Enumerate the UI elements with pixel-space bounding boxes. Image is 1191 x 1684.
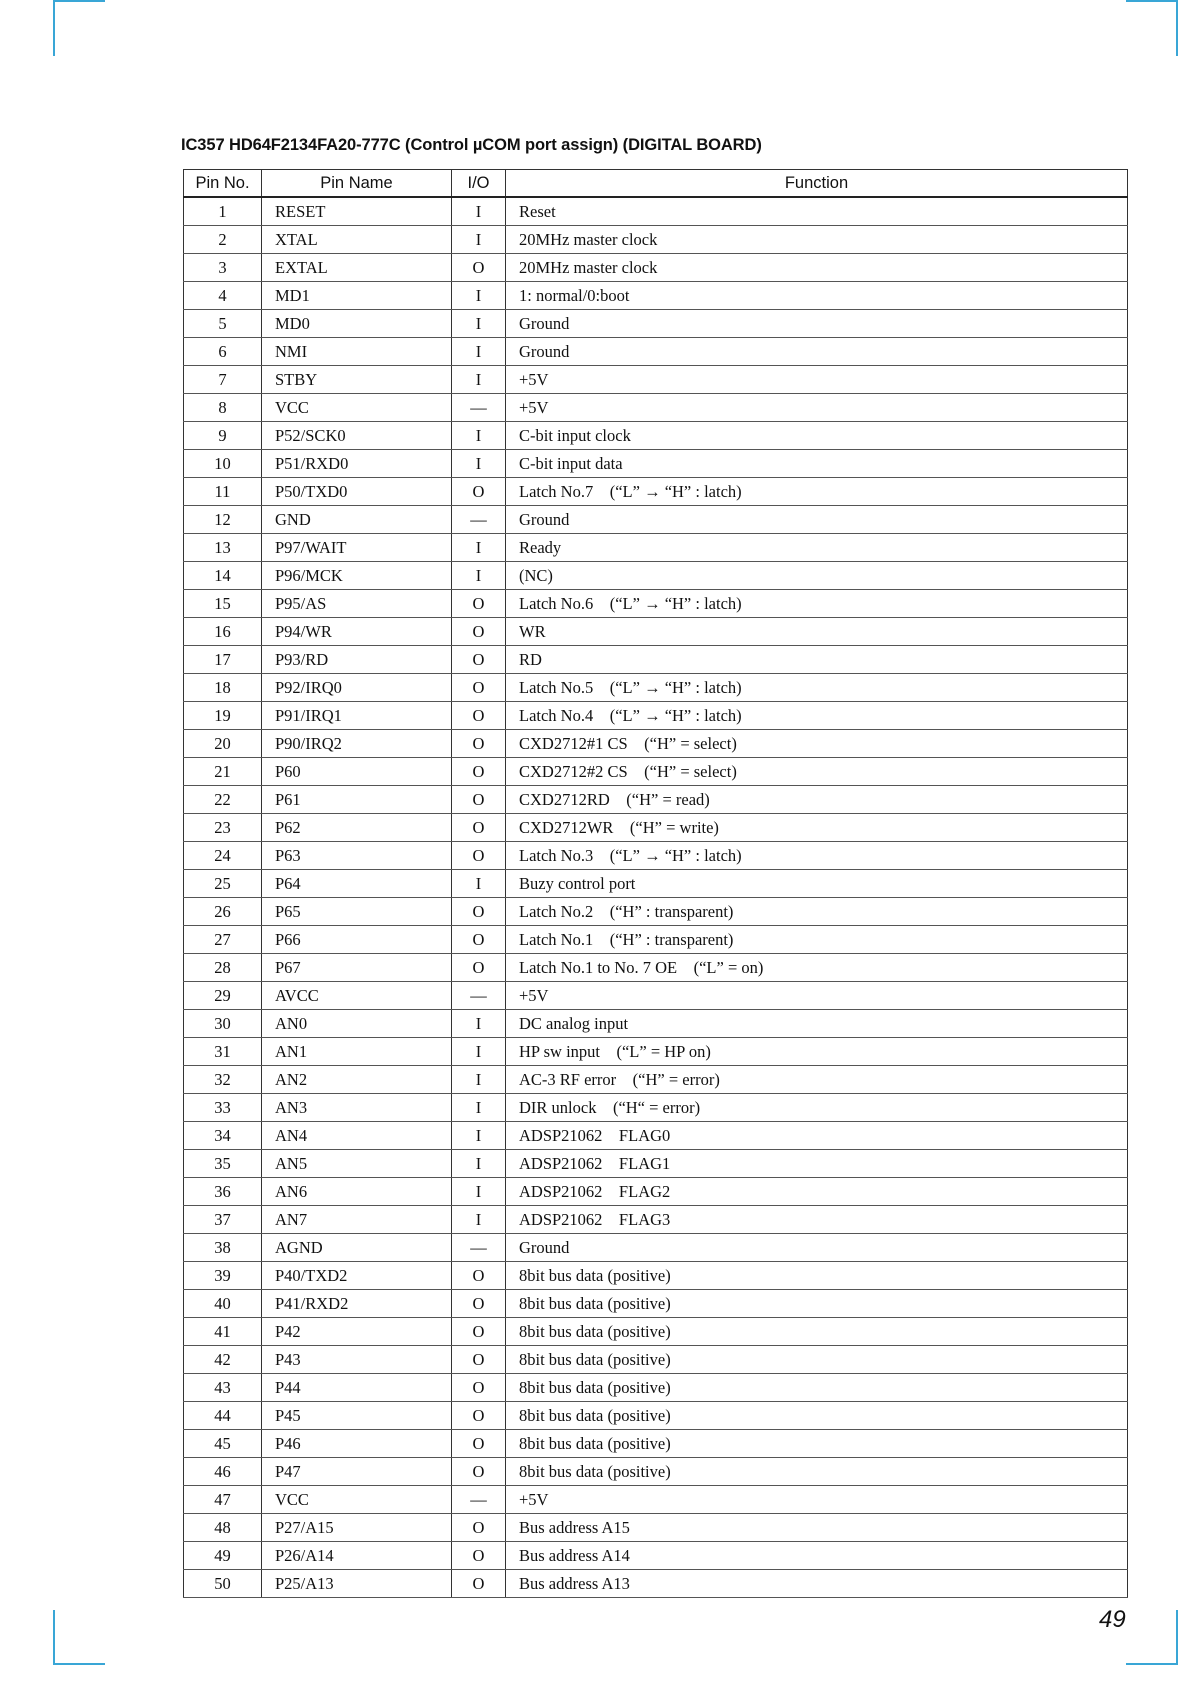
- cell-io: O: [452, 646, 506, 674]
- cell-function: C-bit input clock: [506, 422, 1128, 450]
- cell-pin-no: 11: [184, 478, 262, 506]
- cell-function: 8bit bus data (positive): [506, 1346, 1128, 1374]
- cell-function: +5V: [506, 1486, 1128, 1514]
- cell-pin-no: 13: [184, 534, 262, 562]
- cell-function: CXD2712#1 CS (“H” = select): [506, 730, 1128, 758]
- table-row: [184, 1262, 1128, 1290]
- cell-io: —: [452, 1234, 506, 1262]
- cell-io: I: [452, 534, 506, 562]
- cell-pin-no: 35: [184, 1150, 262, 1178]
- table-row: [184, 814, 1128, 842]
- cell-pin-no: 38: [184, 1234, 262, 1262]
- crop-mark-top-left-h: [53, 0, 105, 2]
- cell-function: DIR unlock (“H“ = error): [506, 1094, 1128, 1122]
- cell-pin-no: 45: [184, 1430, 262, 1458]
- cell-pin-name: P44: [262, 1374, 452, 1402]
- cell-io: O: [452, 1346, 506, 1374]
- cell-pin-name: P66: [262, 926, 452, 954]
- header-io: I/O: [452, 170, 506, 198]
- cell-function: 8bit bus data (positive): [506, 1402, 1128, 1430]
- table-row: [184, 1178, 1128, 1206]
- cell-io: O: [452, 674, 506, 702]
- table-row: [184, 1570, 1128, 1598]
- cell-pin-no: 2: [184, 226, 262, 254]
- cell-pin-name: P26/A14: [262, 1542, 452, 1570]
- cell-pin-name: P97/WAIT: [262, 534, 452, 562]
- cell-io: O: [452, 1542, 506, 1570]
- cell-io: O: [452, 590, 506, 618]
- cell-function: Bus address A15: [506, 1514, 1128, 1542]
- cell-io: I: [452, 1206, 506, 1234]
- table-row: [184, 1486, 1128, 1514]
- cell-pin-name: P25/A13: [262, 1570, 452, 1598]
- table-header-row: [184, 170, 1128, 198]
- cell-function: ADSP21062 FLAG0: [506, 1122, 1128, 1150]
- cell-io: I: [452, 1150, 506, 1178]
- pin-assignment-table: [183, 169, 1128, 1598]
- table-row: [184, 702, 1128, 730]
- cell-function: ADSP21062 FLAG3: [506, 1206, 1128, 1234]
- cell-pin-no: 23: [184, 814, 262, 842]
- crop-mark-bottom-left-h: [53, 1663, 105, 1665]
- cell-pin-no: 33: [184, 1094, 262, 1122]
- cell-pin-name: P63: [262, 842, 452, 870]
- cell-pin-no: 3: [184, 254, 262, 282]
- cell-pin-name: P43: [262, 1346, 452, 1374]
- cell-io: I: [452, 366, 506, 394]
- crop-mark-bottom-right-v: [1176, 1610, 1178, 1665]
- cell-io: O: [452, 618, 506, 646]
- cell-pin-name: GND: [262, 506, 452, 534]
- table-row: [184, 1318, 1128, 1346]
- table-row: [184, 1094, 1128, 1122]
- table-row: [184, 1234, 1128, 1262]
- table-row: [184, 1374, 1128, 1402]
- cell-function: Ground: [506, 310, 1128, 338]
- cell-pin-name: STBY: [262, 366, 452, 394]
- cell-pin-name: VCC: [262, 1486, 452, 1514]
- cell-pin-no: 46: [184, 1458, 262, 1486]
- table-row: [184, 366, 1128, 394]
- cell-io: I: [452, 282, 506, 310]
- cell-pin-name: EXTAL: [262, 254, 452, 282]
- cell-pin-name: XTAL: [262, 226, 452, 254]
- cell-function: Latch No.6 (“L” → “H” : latch): [506, 590, 1128, 618]
- cell-function: AC-3 RF error (“H” = error): [506, 1066, 1128, 1094]
- table-row: [184, 926, 1128, 954]
- table-row: [184, 197, 1128, 226]
- cell-function: C-bit input data: [506, 450, 1128, 478]
- cell-pin-no: 12: [184, 506, 262, 534]
- cell-pin-no: 4: [184, 282, 262, 310]
- cell-io: I: [452, 870, 506, 898]
- table-row: [184, 338, 1128, 366]
- table-row: [184, 870, 1128, 898]
- cell-pin-name: P90/IRQ2: [262, 730, 452, 758]
- cell-io: O: [452, 254, 506, 282]
- cell-function: Latch No.3 (“L” → “H” : latch): [506, 842, 1128, 870]
- cell-function: Reset: [506, 197, 1128, 226]
- cell-pin-name: VCC: [262, 394, 452, 422]
- table-row: [184, 1430, 1128, 1458]
- cell-function: RD: [506, 646, 1128, 674]
- cell-function: Ground: [506, 338, 1128, 366]
- table-row: [184, 1038, 1128, 1066]
- cell-pin-name: P62: [262, 814, 452, 842]
- table-row: [184, 618, 1128, 646]
- cell-function: (NC): [506, 562, 1128, 590]
- cell-io: O: [452, 814, 506, 842]
- table-row: [184, 1122, 1128, 1150]
- page-number: 49: [1099, 1606, 1126, 1633]
- cell-pin-no: 26: [184, 898, 262, 926]
- cell-pin-name: P93/RD: [262, 646, 452, 674]
- cell-function: 1: normal/0:boot: [506, 282, 1128, 310]
- cell-function: DC analog input: [506, 1010, 1128, 1038]
- cell-pin-name: P65: [262, 898, 452, 926]
- table-row: [184, 1010, 1128, 1038]
- cell-pin-name: P50/TXD0: [262, 478, 452, 506]
- table-row: [184, 562, 1128, 590]
- cell-pin-name: AN2: [262, 1066, 452, 1094]
- cell-pin-no: 9: [184, 422, 262, 450]
- cell-io: I: [452, 562, 506, 590]
- cell-pin-no: 20: [184, 730, 262, 758]
- cell-pin-name: AN5: [262, 1150, 452, 1178]
- page-title: IC357 HD64F2134FA20-777C (Control µCOM port assign) (DIGITAL BOARD): [181, 136, 762, 154]
- cell-pin-name: P52/SCK0: [262, 422, 452, 450]
- cell-io: O: [452, 478, 506, 506]
- table-row: [184, 842, 1128, 870]
- cell-io: O: [452, 1374, 506, 1402]
- cell-pin-no: 14: [184, 562, 262, 590]
- table-row: [184, 394, 1128, 422]
- cell-pin-no: 18: [184, 674, 262, 702]
- cell-pin-name: P61: [262, 786, 452, 814]
- cell-pin-no: 1: [184, 197, 262, 226]
- cell-function: HP sw input (“L” = HP on): [506, 1038, 1128, 1066]
- cell-pin-no: 44: [184, 1402, 262, 1430]
- cell-function: +5V: [506, 982, 1128, 1010]
- cell-pin-no: 28: [184, 954, 262, 982]
- cell-io: I: [452, 422, 506, 450]
- cell-pin-name: MD0: [262, 310, 452, 338]
- cell-function: 20MHz master clock: [506, 254, 1128, 282]
- cell-pin-name: P91/IRQ1: [262, 702, 452, 730]
- table-row: [184, 1402, 1128, 1430]
- cell-function: Ready: [506, 534, 1128, 562]
- table-row: [184, 506, 1128, 534]
- cell-function: CXD2712WR (“H” = write): [506, 814, 1128, 842]
- cell-pin-no: 8: [184, 394, 262, 422]
- table-row: [184, 730, 1128, 758]
- table-row: [184, 646, 1128, 674]
- cell-pin-name: MD1: [262, 282, 452, 310]
- cell-pin-name: AVCC: [262, 982, 452, 1010]
- cell-pin-no: 32: [184, 1066, 262, 1094]
- cell-io: O: [452, 702, 506, 730]
- cell-pin-no: 19: [184, 702, 262, 730]
- cell-pin-no: 39: [184, 1262, 262, 1290]
- cell-pin-name: NMI: [262, 338, 452, 366]
- cell-function: ADSP21062 FLAG1: [506, 1150, 1128, 1178]
- cell-io: O: [452, 1290, 506, 1318]
- cell-function: 8bit bus data (positive): [506, 1262, 1128, 1290]
- cell-pin-name: P41/RXD2: [262, 1290, 452, 1318]
- table-row: [184, 758, 1128, 786]
- table-row: [184, 226, 1128, 254]
- cell-pin-name: P92/IRQ0: [262, 674, 452, 702]
- cell-io: I: [452, 1122, 506, 1150]
- cell-pin-name: AN7: [262, 1206, 452, 1234]
- table-row: [184, 898, 1128, 926]
- table-row: [184, 282, 1128, 310]
- cell-io: O: [452, 1570, 506, 1598]
- cell-io: O: [452, 954, 506, 982]
- header-function: Function: [506, 170, 1128, 198]
- cell-pin-no: 47: [184, 1486, 262, 1514]
- cell-function: Latch No.7 (“L” → “H” : latch): [506, 478, 1128, 506]
- table-row: [184, 450, 1128, 478]
- table-row: [184, 422, 1128, 450]
- cell-pin-no: 48: [184, 1514, 262, 1542]
- table-row: [184, 590, 1128, 618]
- cell-pin-no: 22: [184, 786, 262, 814]
- cell-io: O: [452, 926, 506, 954]
- cell-io: I: [452, 1010, 506, 1038]
- cell-io: O: [452, 786, 506, 814]
- cell-function: ADSP21062 FLAG2: [506, 1178, 1128, 1206]
- cell-function: Bus address A13: [506, 1570, 1128, 1598]
- cell-pin-no: 5: [184, 310, 262, 338]
- cell-io: O: [452, 730, 506, 758]
- cell-io: O: [452, 898, 506, 926]
- cell-pin-no: 50: [184, 1570, 262, 1598]
- cell-io: I: [452, 1066, 506, 1094]
- cell-io: O: [452, 1458, 506, 1486]
- cell-function: 8bit bus data (positive): [506, 1458, 1128, 1486]
- cell-pin-no: 15: [184, 590, 262, 618]
- table-row: [184, 954, 1128, 982]
- cell-function: 8bit bus data (positive): [506, 1318, 1128, 1346]
- cell-pin-name: P94/WR: [262, 618, 452, 646]
- cell-pin-no: 49: [184, 1542, 262, 1570]
- cell-io: —: [452, 394, 506, 422]
- cell-io: O: [452, 1262, 506, 1290]
- cell-pin-no: 10: [184, 450, 262, 478]
- table-row: [184, 1514, 1128, 1542]
- cell-pin-name: P95/AS: [262, 590, 452, 618]
- cell-pin-name: P45: [262, 1402, 452, 1430]
- header-pin-no: Pin No.: [184, 170, 262, 198]
- cell-pin-no: 40: [184, 1290, 262, 1318]
- cell-function: Latch No.2 (“H” : transparent): [506, 898, 1128, 926]
- table-row: [184, 1346, 1128, 1374]
- table-row: [184, 534, 1128, 562]
- cell-pin-no: 21: [184, 758, 262, 786]
- cell-function: Latch No.1 (“H” : transparent): [506, 926, 1128, 954]
- cell-io: I: [452, 1038, 506, 1066]
- cell-pin-name: P42: [262, 1318, 452, 1346]
- cell-io: O: [452, 1514, 506, 1542]
- cell-io: O: [452, 1430, 506, 1458]
- cell-pin-name: P46: [262, 1430, 452, 1458]
- table-row: [184, 478, 1128, 506]
- cell-pin-name: AN1: [262, 1038, 452, 1066]
- cell-pin-no: 7: [184, 366, 262, 394]
- cell-pin-name: P96/MCK: [262, 562, 452, 590]
- cell-pin-no: 6: [184, 338, 262, 366]
- cell-function: Ground: [506, 506, 1128, 534]
- cell-function: Ground: [506, 1234, 1128, 1262]
- table-row: [184, 310, 1128, 338]
- table-row: [184, 1290, 1128, 1318]
- cell-pin-name: AN0: [262, 1010, 452, 1038]
- cell-function: Buzy control port: [506, 870, 1128, 898]
- cell-pin-name: P51/RXD0: [262, 450, 452, 478]
- cell-io: I: [452, 226, 506, 254]
- cell-pin-name: P60: [262, 758, 452, 786]
- cell-pin-no: 25: [184, 870, 262, 898]
- cell-pin-name: P40/TXD2: [262, 1262, 452, 1290]
- cell-function: CXD2712RD (“H” = read): [506, 786, 1128, 814]
- table-row: [184, 982, 1128, 1010]
- crop-mark-bottom-right-h: [1126, 1663, 1178, 1665]
- cell-pin-no: 16: [184, 618, 262, 646]
- table-row: [184, 1150, 1128, 1178]
- table-row: [184, 1542, 1128, 1570]
- cell-pin-name: AN3: [262, 1094, 452, 1122]
- cell-function: Bus address A14: [506, 1542, 1128, 1570]
- cell-io: —: [452, 506, 506, 534]
- crop-mark-top-left-v: [53, 0, 55, 56]
- cell-io: O: [452, 1402, 506, 1430]
- cell-io: O: [452, 842, 506, 870]
- crop-mark-top-right-v: [1176, 0, 1178, 56]
- cell-pin-name: P27/A15: [262, 1514, 452, 1542]
- table-row: [184, 254, 1128, 282]
- cell-pin-no: 37: [184, 1206, 262, 1234]
- cell-pin-name: RESET: [262, 197, 452, 226]
- cell-function: Latch No.1 to No. 7 OE (“L” = on): [506, 954, 1128, 982]
- cell-pin-no: 29: [184, 982, 262, 1010]
- cell-io: —: [452, 982, 506, 1010]
- cell-pin-name: AGND: [262, 1234, 452, 1262]
- cell-io: O: [452, 758, 506, 786]
- table-row: [184, 1458, 1128, 1486]
- cell-function: WR: [506, 618, 1128, 646]
- cell-function: 8bit bus data (positive): [506, 1290, 1128, 1318]
- header-pin-name: Pin Name: [262, 170, 452, 198]
- cell-pin-no: 36: [184, 1178, 262, 1206]
- cell-io: I: [452, 197, 506, 226]
- cell-function: Latch No.4 (“L” → “H” : latch): [506, 702, 1128, 730]
- cell-pin-no: 24: [184, 842, 262, 870]
- crop-mark-bottom-left-v: [53, 1610, 55, 1665]
- cell-function: +5V: [506, 366, 1128, 394]
- cell-pin-no: 30: [184, 1010, 262, 1038]
- cell-io: I: [452, 310, 506, 338]
- cell-pin-no: 41: [184, 1318, 262, 1346]
- cell-pin-name: AN4: [262, 1122, 452, 1150]
- cell-function: CXD2712#2 CS (“H” = select): [506, 758, 1128, 786]
- table-row: [184, 674, 1128, 702]
- cell-function: 20MHz master clock: [506, 226, 1128, 254]
- cell-pin-name: AN6: [262, 1178, 452, 1206]
- cell-pin-no: 43: [184, 1374, 262, 1402]
- cell-pin-no: 31: [184, 1038, 262, 1066]
- cell-io: I: [452, 1178, 506, 1206]
- table-row: [184, 786, 1128, 814]
- cell-io: I: [452, 1094, 506, 1122]
- cell-function: 8bit bus data (positive): [506, 1430, 1128, 1458]
- cell-pin-no: 34: [184, 1122, 262, 1150]
- cell-io: I: [452, 338, 506, 366]
- cell-pin-no: 42: [184, 1346, 262, 1374]
- cell-pin-no: 27: [184, 926, 262, 954]
- cell-function: +5V: [506, 394, 1128, 422]
- cell-pin-name: P64: [262, 870, 452, 898]
- cell-function: 8bit bus data (positive): [506, 1374, 1128, 1402]
- cell-pin-name: P67: [262, 954, 452, 982]
- cell-pin-name: P47: [262, 1458, 452, 1486]
- cell-function: Latch No.5 (“L” → “H” : latch): [506, 674, 1128, 702]
- cell-io: O: [452, 1318, 506, 1346]
- table-row: [184, 1206, 1128, 1234]
- crop-mark-top-right-h: [1126, 0, 1178, 2]
- cell-pin-no: 17: [184, 646, 262, 674]
- cell-io: —: [452, 1486, 506, 1514]
- cell-io: I: [452, 450, 506, 478]
- table-row: [184, 1066, 1128, 1094]
